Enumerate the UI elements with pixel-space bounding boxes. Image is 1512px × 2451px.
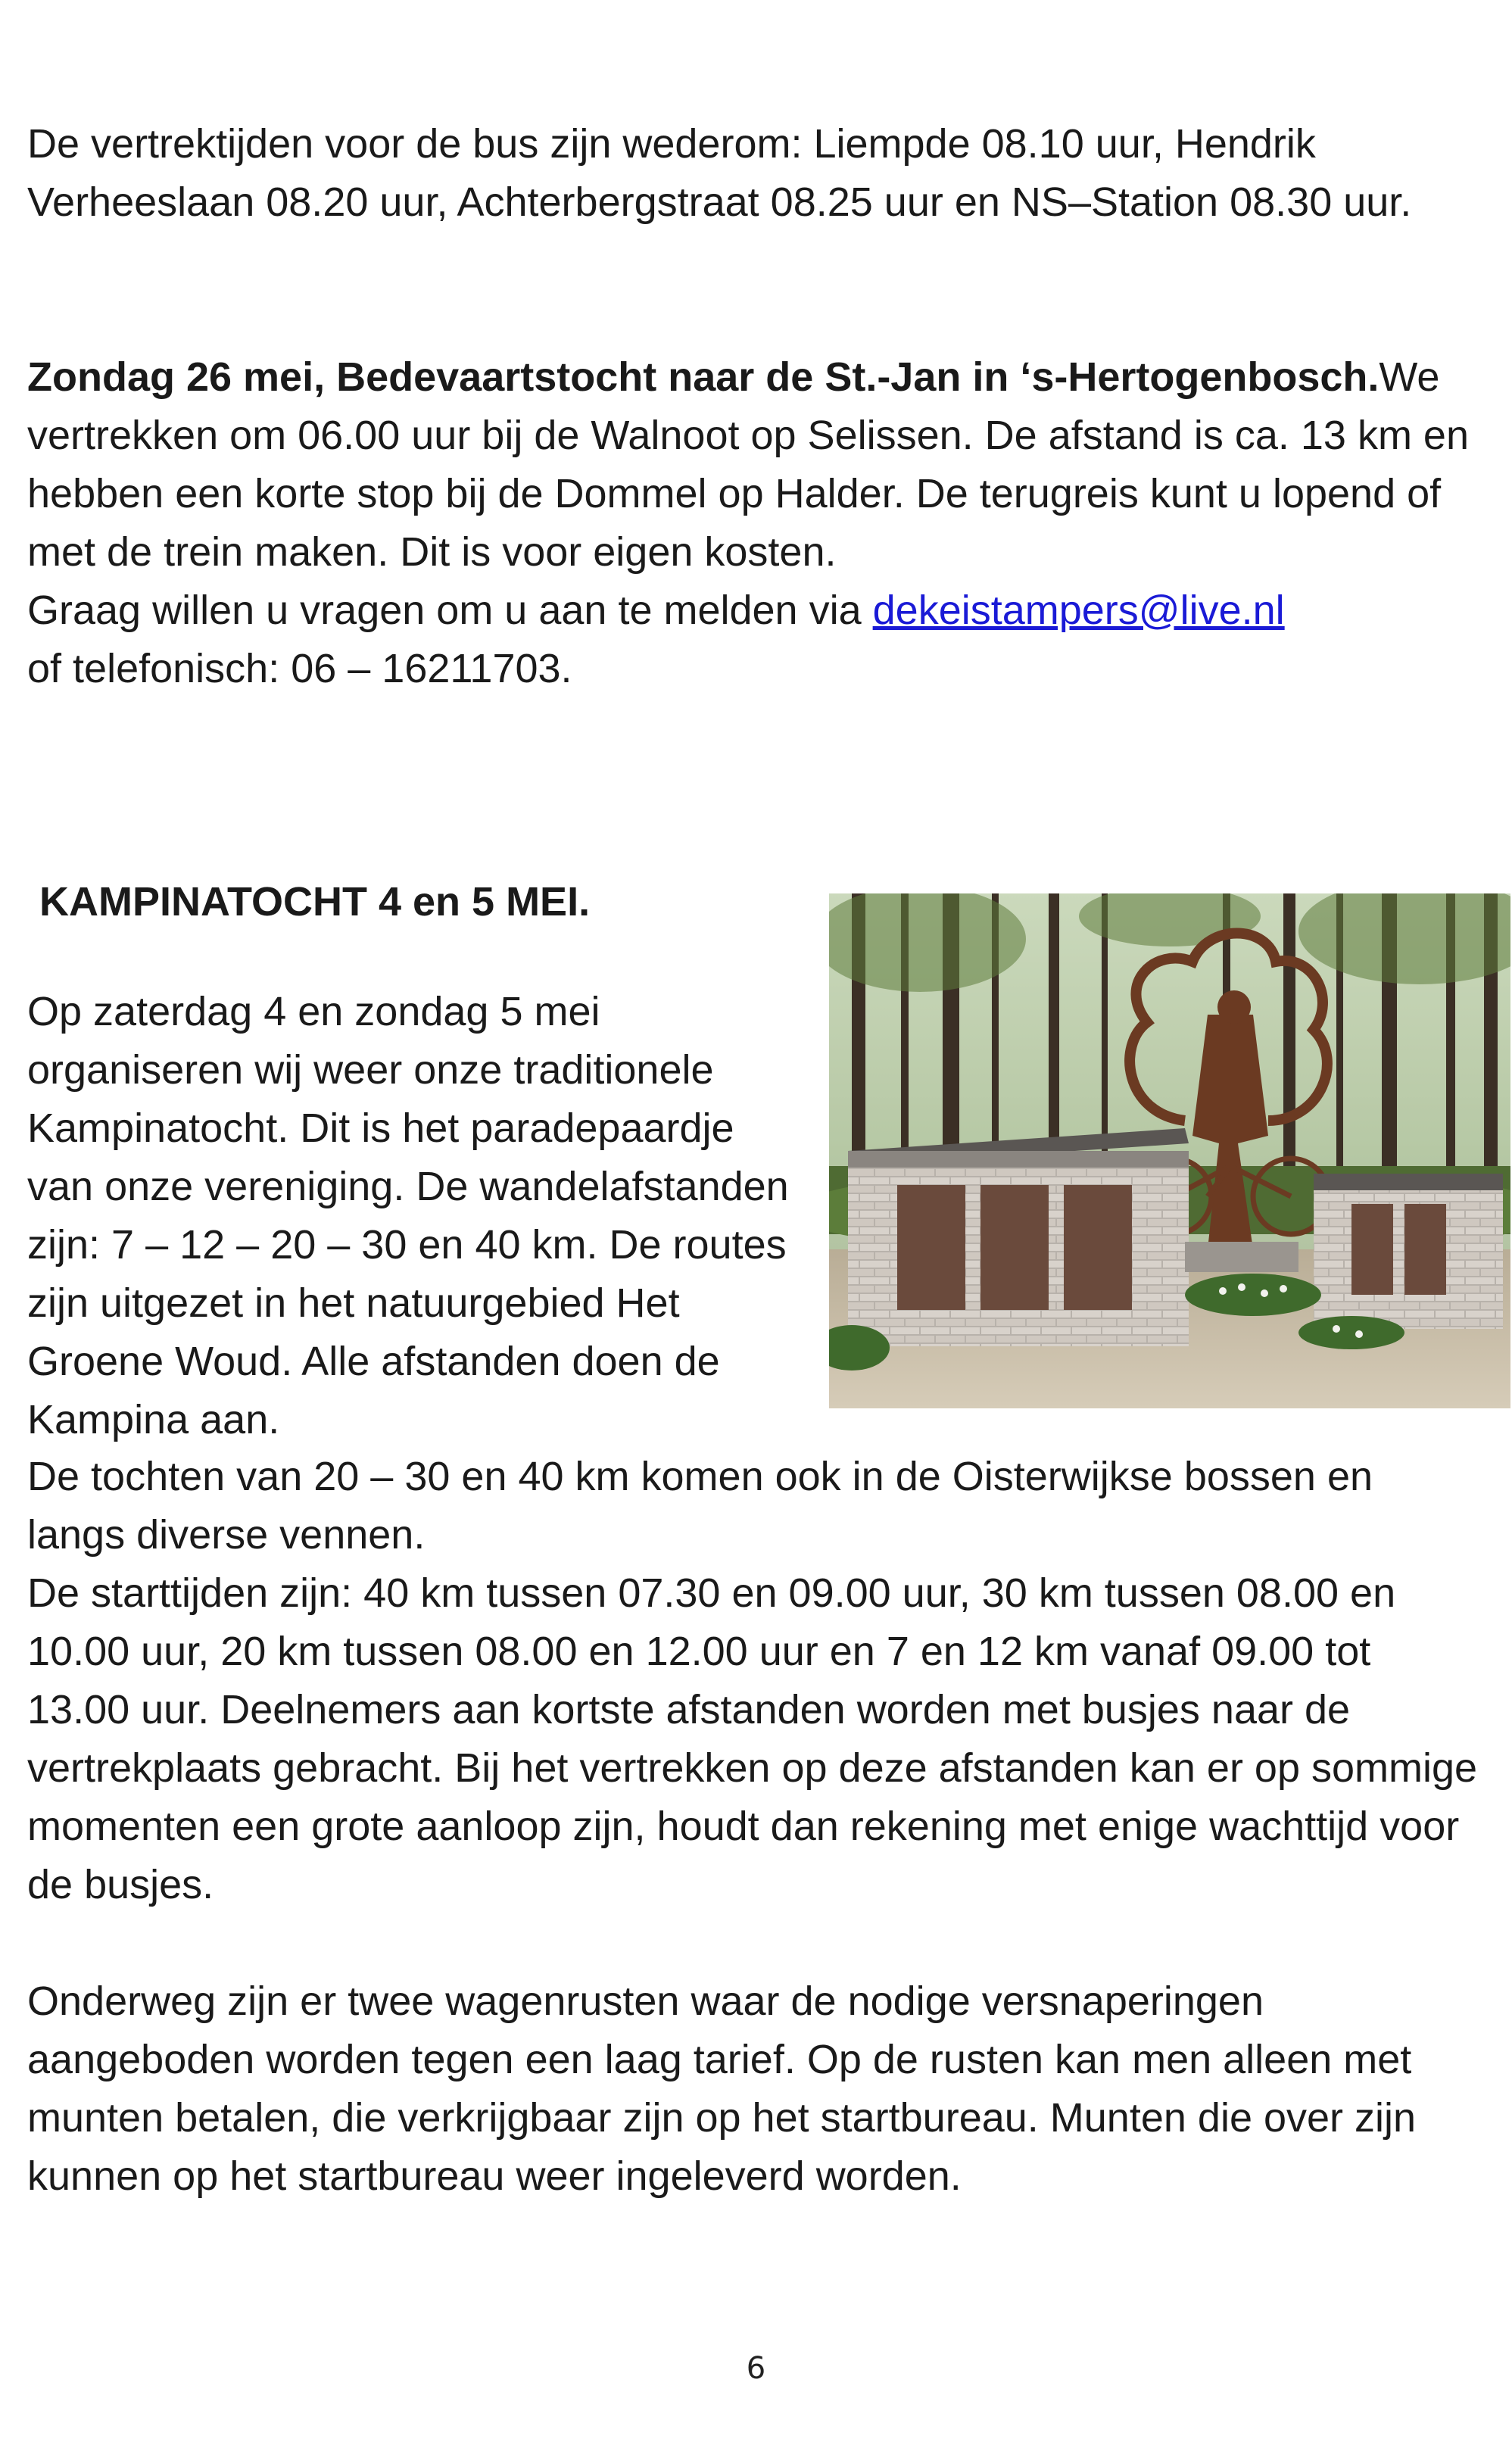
monument-photo	[829, 893, 1510, 1408]
page-number: 6	[746, 2351, 766, 2386]
pilgrimage-section	[27, 348, 1481, 698]
kampina-intro-text: Op zaterdag 4 en zondag 5 mei organiseren wij weer onze traditionele Kampinatocht. Dit is het paradepaardje van onze vereniging. De wandelafstanden zijn: 7 – 12 – 20 – 30 en 40 km. De routes zijn uitgezet in het natuurgebied Het Groene Woud. Alle afstanden doen de Kampina aan.	[27, 989, 789, 1442]
bus-departure-text: De vertrektijden voor de bus zijn wederom: Liempde 08.10 uur, Hendrik Verheeslaan 08.20 uur, Achterbergstraat 08.25 uur en NS–Station 08.30 uur.	[27, 121, 1412, 225]
forest-monument-image	[829, 893, 1510, 1408]
routes-text: De tochten van 20 – 30 en 40 km komen ook in de Oisterwijkse bossen en langs diverse vennen.	[27, 1454, 1373, 1558]
pilgrimage-body: We vertrekken om 06.00 uur bij de Walnoot op Selissen. De afstand is ca. 13 km en hebben een korte stop bij de Dommel op Halder. De terugreis kunt u lopend of met de trein maken. Dit is voor eigen kosten.	[27, 354, 1470, 575]
bus-departure-paragraph	[27, 115, 1481, 232]
rest-stops-paragraph	[27, 1972, 1481, 2206]
pilgrimage-title: Zondag 26 mei, Bedevaartstocht naar de St.-Jan in ‘s-Hertogenbosch.	[27, 354, 1380, 400]
signup-text: Graag willen u vragen om u aan te melden via	[27, 588, 873, 633]
rest-stops-text: Onderweg zijn er twee wagenrusten waar de nodige versnaperingen aangeboden worden tegen een laag tarief. Op de rusten kan men alleen met munten betalen, die verkrijgbaar zijn op het startbureau. Munten die over zijn kunnen op het startbureau weer ingeleverd worden.	[27, 1979, 1417, 2199]
starttimes-text: De starttijden zijn: 40 km tussen 07.30 en 09.00 uur, 30 km tussen 08.00 en 10.00 uur, 20 km tussen 08.00 en 12.00 uur en 7 en 12 km vanaf 09.00 tot 13.00 uur. Deelnemers aan kortste afstanden worden met busjes naar de vertrekplaats gebracht. Bij het vertrekken op deze afstanden kan er op sommige momenten een grote aanloop zijn, houdt dan rekening met enige wachttijd voor de busjes.	[27, 1570, 1478, 1907]
phone-line: of telefonisch: 06 – 16211703.	[27, 646, 572, 691]
email-link[interactable]: dekeistampers@live.nl	[872, 588, 1285, 633]
kampina-heading: KAMPINATOCHT 4 en 5 MEI.	[39, 879, 591, 925]
kampina-intro	[27, 983, 792, 1449]
kampina-details	[27, 1448, 1481, 1914]
